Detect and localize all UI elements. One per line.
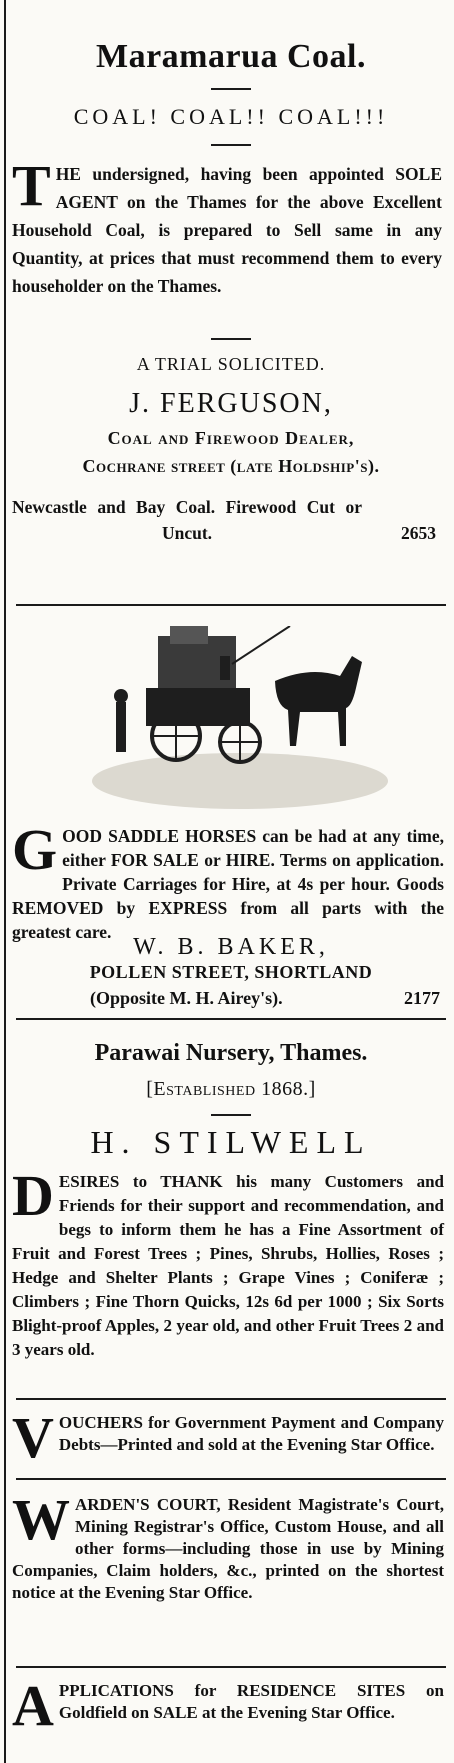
nursery-proprietor-name: H. STILWELL [90, 1124, 372, 1160]
coal-body [12, 153, 442, 300]
applications-advertisement [12, 1668, 450, 1763]
horses-advertisement [12, 606, 450, 1016]
coal-footer-text: Newcastle and Bay Coal. Firewood Cut or Uncut. [12, 497, 362, 543]
horse-drawn-express-wagon-illustration [90, 626, 390, 811]
coal-advertisement [12, 0, 450, 560]
wardens-body [12, 1487, 444, 1604]
coal-body-text: HE undersigned, having been appointed SOLE AGENT on the Thames for the above Excellent Household Coal, is prepared to Sell same in any Quantity, at prices that must recommend them to every householder on the Thames. [12, 164, 442, 296]
coal-dealer-occupation: Coal and Firewood Dealer, [107, 428, 355, 448]
divider [211, 88, 251, 90]
coal-dealer-name: J. FERGUSON, [129, 388, 333, 419]
coal-trial: A TRIAL SOLICITED. [136, 354, 326, 374]
horses-body [12, 817, 444, 944]
applications-body-text: PPLICATIONS for RESIDENCE SITES on Goldfield on SALE at the Evening Star Office. [58, 1681, 444, 1722]
horses-address: POLLEN STREET, SHORTLAND [89, 962, 373, 982]
wardens-body-text: ARDEN'S COURT, Resident Magistrate's Court, Mining Registrar's Office, Custom House, and all other forms—including those in use by Mining Companies, Claim holders, &c., printed on the shortest notice at the Evening Star Office. [12, 1495, 444, 1602]
nursery-title: Parawai Nursery, Thames. [94, 1040, 368, 1066]
nursery-advertisement [12, 1020, 450, 1380]
dropcap-letter: W [12, 1487, 70, 1552]
horses-body-text: OOD SADDLE HORSES can be had at any time, either FOR SALE or HIRE. Terms on application. Private Carriages for Hire, at 4s per hour. Goods REMOVED by EXPRESS from all parts with the greatest care. [12, 826, 444, 942]
dropcap-letter: V [12, 1405, 54, 1470]
dropcap-letter: D [12, 1163, 54, 1228]
coal-title: Maramarua Coal. [95, 38, 366, 75]
coal-ad-number: 2653 [401, 523, 436, 543]
vouchers-advertisement [12, 1400, 450, 1490]
coal-dealer-address: Cochrane street (late Holdship's). [82, 456, 380, 476]
page-edge-rule [4, 0, 6, 1763]
vouchers-body-text: OUCHERS for Government Payment and Company Debts—Printed and sold at the Evening Star Office. [58, 1413, 444, 1454]
nursery-body [12, 1163, 444, 1362]
horses-note: (Opposite M. H. Airey's). [90, 988, 283, 1008]
wardens-court-advertisement [12, 1480, 450, 1680]
nursery-body-text: ESIRES to THANK his many Customers and Friends for their support and recommendation, and begs to inform them he has a Fine Assortment of Fruit and Forest Trees ; Pines, Shrubs, Hollies, Roses ; Hedge and Shelter Plants ; Grape Vines ; Coniferæ ; Climbers ; Fine Thorn Quicks, 12s 6d per 1000 ; Six Sorts Blight-proof Apples, 2 year old, and other Fruit Trees 2 and 3 years old. [12, 1172, 444, 1359]
divider [211, 338, 251, 340]
coal-headline: COAL! COAL!! COAL!!! [73, 104, 389, 129]
divider [211, 1114, 251, 1116]
advertisement-column [12, 0, 450, 1763]
dropcap-letter: G [12, 817, 58, 882]
nursery-established: [Established 1868.] [146, 1078, 316, 1100]
horses-owner-name: W. B. BAKER, [133, 934, 329, 960]
dropcap-letter: A [12, 1673, 54, 1738]
coal-footer [12, 494, 442, 546]
divider [211, 144, 251, 146]
horses-ad-number: 2177 [404, 988, 440, 1008]
dropcap-letter: T [12, 153, 51, 218]
applications-body [12, 1673, 444, 1738]
vouchers-body [12, 1405, 444, 1470]
